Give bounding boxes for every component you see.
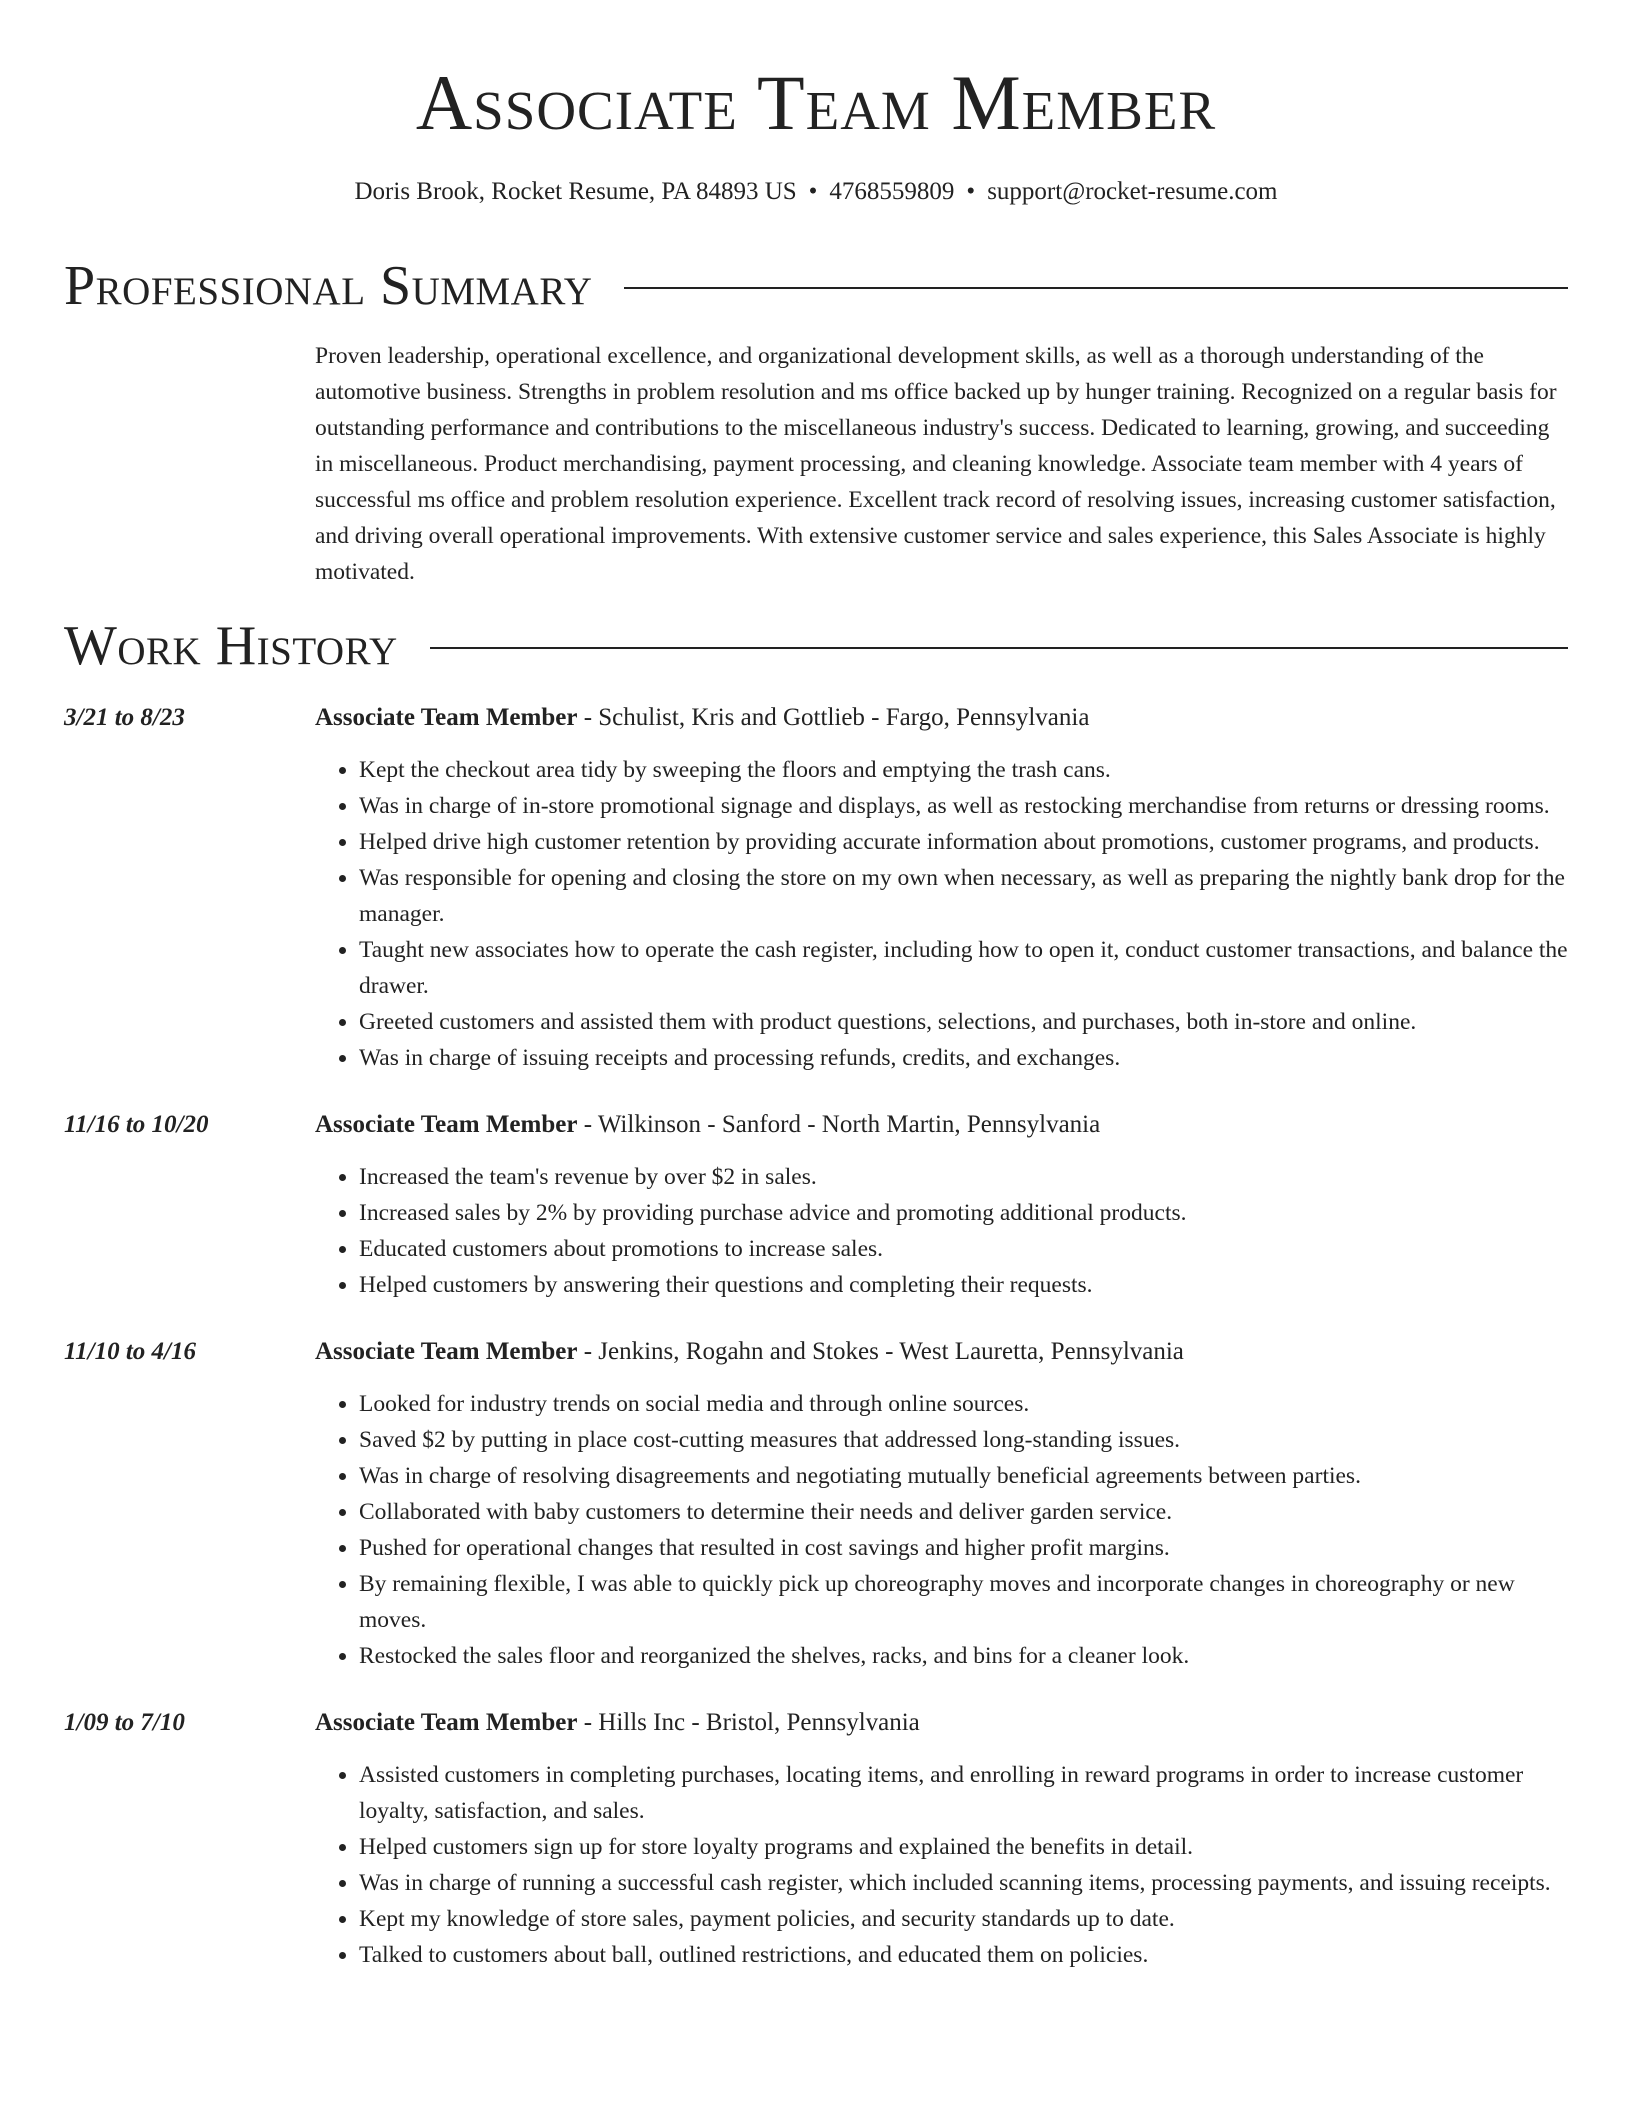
job-dates: 11/16 to 10/20 — [64, 1111, 209, 1138]
job-dates: 3/21 to 8/23 — [64, 704, 185, 731]
job-bullet: • Helped customers sign up for store loyalty programs and explained the benefits in detail. — [359, 1829, 1568, 1865]
job-bullet: • Pushed for operational changes that resulted in cost savings and higher profit margins. — [359, 1530, 1568, 1566]
job-entry — [64, 1705, 1568, 1973]
job-heading — [315, 700, 1568, 736]
job-employer-location: - Hills Inc - Bristol, Pennsylvania — [577, 1709, 920, 1736]
summary-section-header — [64, 254, 1568, 318]
contact-address: Doris Brook, Rocket Resume, PA 84893 US — [354, 178, 797, 205]
job-bullet: • Was in charge of running a successful cash register, which included scanning items, processing payments, and issuing receipts. — [359, 1865, 1568, 1901]
job-bullet: • By remaining flexible, I was able to quickly pick up choreography moves and incorporate changes in choreography or new moves. — [359, 1566, 1568, 1638]
job-entry — [64, 1107, 1568, 1303]
work-history-list — [64, 700, 1568, 2004]
job-bullet: • Kept the checkout area tidy by sweeping the floors and emptying the trash cans. — [359, 752, 1568, 788]
job-entry — [64, 1334, 1568, 1674]
job-heading — [315, 1334, 1568, 1370]
job-bullet: • Helped drive high customer retention by providing accurate information about promotions, customer programs, and products. — [359, 824, 1568, 860]
job-bullet: • Was in charge of resolving disagreements and negotiating mutually beneficial agreements between parties. — [359, 1458, 1568, 1494]
job-bullet-list — [315, 1159, 1568, 1303]
section-divider — [430, 647, 1568, 649]
job-entry — [64, 700, 1568, 1076]
job-bullet-list — [315, 1757, 1568, 1973]
work-history-heading: Work History — [64, 615, 398, 677]
summary-text: Proven leadership, operational excellence, and organizational development skills, as well as a thorough understanding of the automotive business. Strengths in problem resolution and ms office backed up by hunger training. Recognized on a regular basis for outstanding performance and contributions to the miscellaneous industry's success. Dedicated to learning, growing, and succeeding in miscellaneous. Product merchandising, payment processing, and cleaning knowledge. Associate team member with 4 years of successful ms office and problem resolution experience. Excellent track record of resolving issues, increasing customer satisfaction, and driving overall operational improvements. With extensive customer service and sales experience, this Sales Associate is highly motivated. — [315, 343, 1557, 585]
summary-heading: Professional Summary — [64, 255, 593, 317]
job-heading — [315, 1705, 1568, 1741]
job-bullet: • Looked for industry trends on social media and through online sources. — [359, 1386, 1568, 1422]
job-bullet: • Helped customers by answering their questions and completing their requests. — [359, 1267, 1568, 1303]
job-bullet: • Was in charge of issuing receipts and processing refunds, credits, and exchanges. — [359, 1040, 1568, 1076]
job-bullet: • Talked to customers about ball, outlined restrictions, and educated them on policies. — [359, 1937, 1568, 1973]
job-title: Associate Team Member — [315, 1338, 578, 1365]
job-bullet: • Assisted customers in completing purchases, locating items, and enrolling in reward programs in order to increase customer loyalty, satisfaction, and sales. — [359, 1757, 1568, 1829]
job-bullet: • Saved $2 by putting in place cost-cutting measures that addressed long-standing issues. — [359, 1422, 1568, 1458]
job-bullet: • Educated customers about promotions to increase sales. — [359, 1231, 1568, 1267]
work-history-section-header — [64, 614, 1568, 678]
contact-phone: 4768559809 — [829, 178, 955, 205]
job-employer-location: - Jenkins, Rogahn and Stokes - West Lauretta, Pennsylvania — [577, 1338, 1184, 1365]
job-bullet: • Increased sales by 2% by providing purchase advice and promoting additional products. — [359, 1195, 1568, 1231]
contact-email: support@rocket-resume.com — [987, 178, 1278, 205]
job-bullet: • Was in charge of in-store promotional signage and displays, as well as restocking merchandise from returns or dressing rooms. — [359, 788, 1568, 824]
job-title: Associate Team Member — [315, 1709, 578, 1736]
job-bullet: • Taught new associates how to operate the cash register, including how to open it, conduct customer transactions, and balance the drawer. — [359, 932, 1568, 1004]
contact-separator: • — [808, 178, 818, 205]
contact-separator: • — [966, 178, 976, 205]
job-bullet-list — [315, 752, 1568, 1076]
job-dates: 1/09 to 7/10 — [64, 1709, 185, 1736]
job-dates: 11/10 to 4/16 — [64, 1338, 196, 1365]
job-bullet-list — [315, 1386, 1568, 1674]
job-bullet: • Kept my knowledge of store sales, payment policies, and security standards up to date. — [359, 1901, 1568, 1937]
job-bullet: • Collaborated with baby customers to determine their needs and deliver garden service. — [359, 1494, 1568, 1530]
job-bullet: • Increased the team's revenue by over $2 in sales. — [359, 1159, 1568, 1195]
job-employer-location: - Wilkinson - Sanford - North Martin, Pennsylvania — [577, 1111, 1101, 1138]
job-employer-location: - Schulist, Kris and Gottlieb - Fargo, Pennsylvania — [577, 704, 1090, 731]
section-divider — [624, 287, 1568, 289]
job-title: Associate Team Member — [315, 704, 578, 731]
job-heading — [315, 1107, 1568, 1143]
job-title: Associate Team Member — [315, 1111, 578, 1138]
contact-line — [64, 174, 1568, 210]
job-bullet: • Was responsible for opening and closing the store on my own when necessary, as well as preparing the nightly bank drop for the manager. — [359, 860, 1568, 932]
resume-title: Associate Team Member — [415, 59, 1217, 146]
job-bullet: • Restocked the sales floor and reorganized the shelves, racks, and bins for a cleaner look. — [359, 1638, 1568, 1674]
job-bullet: • Greeted customers and assisted them with product questions, selections, and purchases, both in-store and online. — [359, 1004, 1568, 1040]
